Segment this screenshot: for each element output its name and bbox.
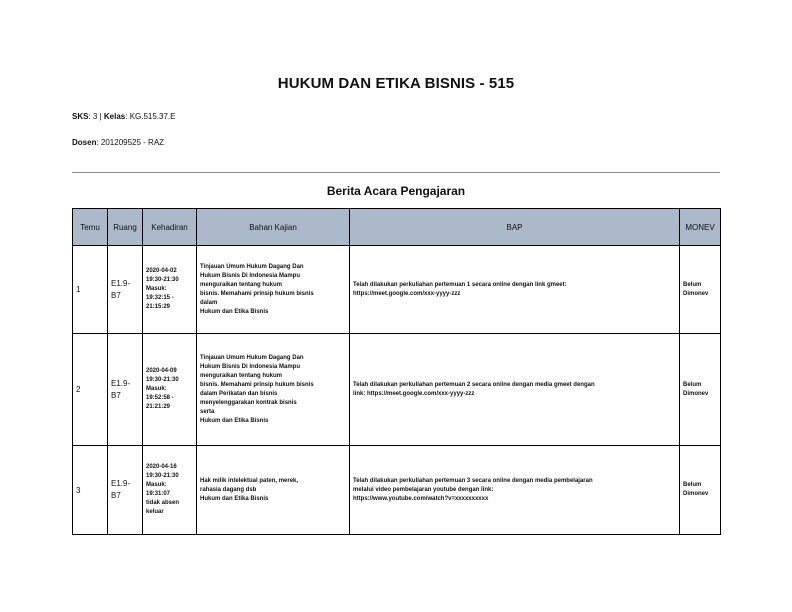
header-bahan-kajian: Bahan Kajian bbox=[197, 209, 350, 246]
monev-cell: Belum Dimonev bbox=[680, 446, 721, 535]
table-header-row bbox=[73, 209, 721, 246]
bap-cell: Telah dilakukan perkuliahan pertemuan 3 secara online dengan media pembelajaran melalui video pembelajaran youtube dengan link: https://www.youtube.com/watch?v=xxxxxxxxxx bbox=[350, 446, 680, 535]
bahan-kajian-cell: Tinjauan Umum Hukum Dagang Dan Hukum Bisnis Di Indonesia Mampu menguraikan tentang hukum bisnis. Memahami prinsip hukum bisnis dalam Hukum dan Etika Bisnis bbox=[197, 246, 350, 334]
dosen-value: : 201209525 - RAZ bbox=[96, 138, 165, 147]
kehadiran-cell: 2020-04-02 19:30-21:30 Masuk: 19:32:15 - 21:15:29 bbox=[143, 246, 197, 334]
header-ruang: Ruang bbox=[108, 209, 143, 246]
header-temu: Temu bbox=[73, 209, 108, 246]
temu-cell: 1 bbox=[73, 246, 108, 334]
header-kehadiran: Kehadiran bbox=[143, 209, 197, 246]
monev-cell: Belum Dimonev bbox=[680, 246, 721, 334]
table-row bbox=[73, 246, 721, 334]
table-row bbox=[73, 334, 721, 446]
bahan-kajian-cell: Hak milik intelektual paten, merek, rahasia dagang dsb Hukum dan Etika Bisnis bbox=[197, 446, 350, 535]
monev-cell: Belum Dimonev bbox=[680, 334, 721, 446]
dosen-label: Dosen bbox=[72, 138, 97, 147]
kelas-label: Kelas bbox=[103, 112, 126, 121]
bap-cell: Telah dilakukan perkuliahan pertemuan 1 secara online dengan link gmeet: https://meet.google.com/xxx-yyyy-zzz bbox=[350, 246, 680, 334]
header-monev: MONEV bbox=[680, 209, 721, 246]
sks-label: SKS bbox=[72, 112, 89, 121]
ruang-cell: E1.9- B7 bbox=[108, 246, 143, 334]
temu-cell: 2 bbox=[73, 334, 108, 446]
kehadiran-cell: 2020-04-16 19:30-21:30 Masuk: 19:31:07 tidak absen keluar bbox=[143, 446, 197, 535]
ruang-cell: E1.9- B7 bbox=[108, 334, 143, 446]
temu-cell: 3 bbox=[73, 446, 108, 535]
course-info bbox=[72, 112, 176, 121]
lecturer-info bbox=[72, 138, 164, 147]
bahan-kajian-cell: Tinjauan Umum Hukum Dagang Dan Hukum Bisnis Di Indonesia Mampu menguraikan tentang hukum bisnis. Memahami prinsip hukum bisnis dalam Perikatan dan bisnis menyelenggarakan kontrak bisnis serta Hukum dan Etika Bisnis bbox=[197, 334, 350, 446]
table-row bbox=[73, 446, 721, 535]
divider bbox=[72, 172, 720, 173]
teaching-record-table bbox=[72, 208, 721, 535]
bap-cell: Telah dilakukan perkuliahan pertemuan 2 secara online dengan media gmeet dengan link: https://meet.google.com/xxx-yyyy-zzz bbox=[350, 334, 680, 446]
header-bap: BAP bbox=[350, 209, 680, 246]
sks-value: : 3 | bbox=[88, 112, 102, 121]
ruang-cell: E1.9- B7 bbox=[108, 446, 143, 535]
kelas-value: : KG.515.37.E bbox=[125, 112, 176, 121]
section-title: Berita Acara Pengajaran bbox=[326, 184, 466, 198]
kehadiran-cell: 2020-04-09 19:30-21:30 Masuk: 19:52:58 - 21:21:29 bbox=[143, 334, 197, 446]
document-title: HUKUM DAN ETIKA BISNIS - 515 bbox=[277, 75, 515, 92]
